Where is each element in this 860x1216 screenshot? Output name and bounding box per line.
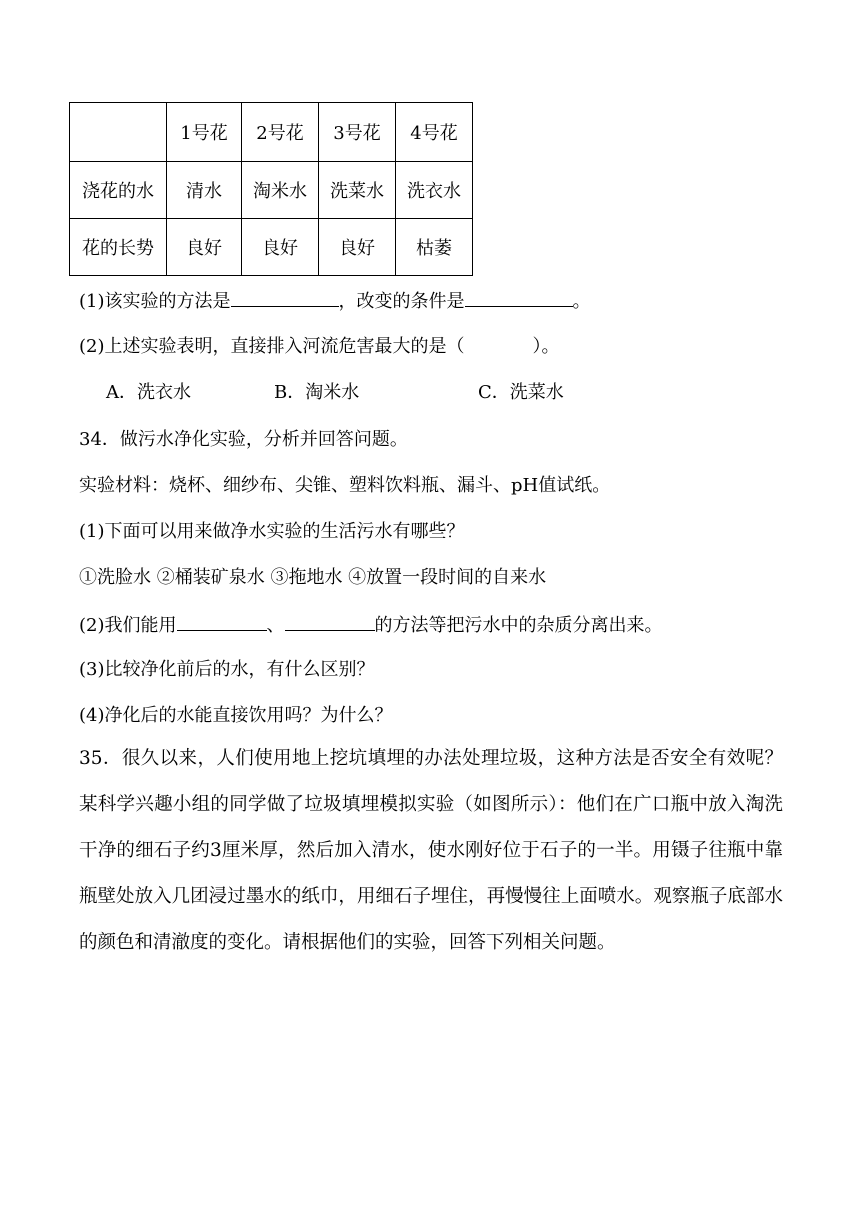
table-cell: 良好 [167, 219, 242, 276]
q35-paragraph: 35．很久以来，人们使用地上挖坑填埋的办法处理垃圾，这种方法是否安全有效呢？某科学兴趣小组的同学做了垃圾填埋模拟实验（如图所示）：他们在广口瓶中放入淘洗干净的细石子约3厘米厚，然后加入清水，使水刚好位于石子的一半。用镊子往瓶中靠瓶壁处放入几团浸过墨水的纸巾，用细石子埋住，再慢慢往上面喷水。观察瓶子底部水的颜色和清澈度的变化。请根据他们的实验，回答下列相关问题。 [79, 748, 783, 953]
q34-s2-text: (2)我们能用 [79, 615, 177, 636]
answer-blank [231, 288, 339, 307]
q34-title: 34．做污水净化实验，分析并回答问题。 [79, 429, 408, 450]
answer-blank [285, 612, 375, 631]
table-cell: 清水 [167, 162, 242, 219]
q34-subquestion-4: (4)净化后的水能直接饮用吗？为什么？ [79, 705, 393, 726]
q33-part1 [79, 288, 591, 314]
q33-part2-end: ）。 [532, 336, 560, 357]
table-cell: 良好 [242, 219, 319, 276]
table-row-label: 浇花的水 [70, 162, 167, 219]
q34-s2-end: 的方法等把污水中的杂质分离出来。 [374, 615, 663, 636]
q33-part1-end: 。 [572, 291, 591, 312]
table-header-row [70, 103, 473, 162]
table-cell: 洗衣水 [396, 162, 473, 219]
q34-materials: 实验材料：烧杯、细纱布、尖锥、塑料饮料瓶、漏斗、pH值试纸。 [79, 475, 611, 496]
option-a: A．洗衣水 [106, 382, 191, 403]
flower-experiment-table [69, 102, 473, 276]
table-row [70, 219, 473, 276]
option-c: C．洗菜水 [478, 382, 564, 403]
q34-subquestion-1: (1)下面可以用来做净水实验的生活污水有哪些？ [79, 521, 465, 542]
table-cell: 淘米水 [242, 162, 319, 219]
table-cell: 洗菜水 [319, 162, 396, 219]
q33-part2-text: (2)上述实验表明，直接排入河流危害最大的是（ [79, 336, 465, 357]
table-header-cell: 1号花 [167, 103, 242, 162]
option-b: B．淘米水 [274, 382, 360, 403]
q33-part1-text2: ，改变的条件是 [338, 291, 465, 312]
table-cell: 枯萎 [396, 219, 473, 276]
q34-s2-sep: 、 [266, 615, 285, 636]
q33-part1-text: (1)该实验的方法是 [79, 291, 231, 312]
table-cell: 良好 [319, 219, 396, 276]
answer-blank [465, 288, 573, 307]
q34-subquestion-2 [79, 612, 663, 638]
answer-blank [177, 612, 267, 631]
table-header-cell [70, 103, 167, 162]
table-header-cell: 3号花 [319, 103, 396, 162]
table-header-cell: 4号花 [396, 103, 473, 162]
table-header-cell: 2号花 [242, 103, 319, 162]
table-row [70, 162, 473, 219]
q34-subquestion-1-options: ①洗脸水 ②桶装矿泉水 ③拖地水 ④放置一段时间的自来水 [79, 567, 547, 588]
q34-subquestion-3: (3)比较净化前后的水，有什么区别？ [79, 659, 375, 680]
q33-part2 [79, 335, 560, 359]
table-row-label: 花的长势 [70, 219, 167, 276]
q33-options [106, 381, 564, 405]
